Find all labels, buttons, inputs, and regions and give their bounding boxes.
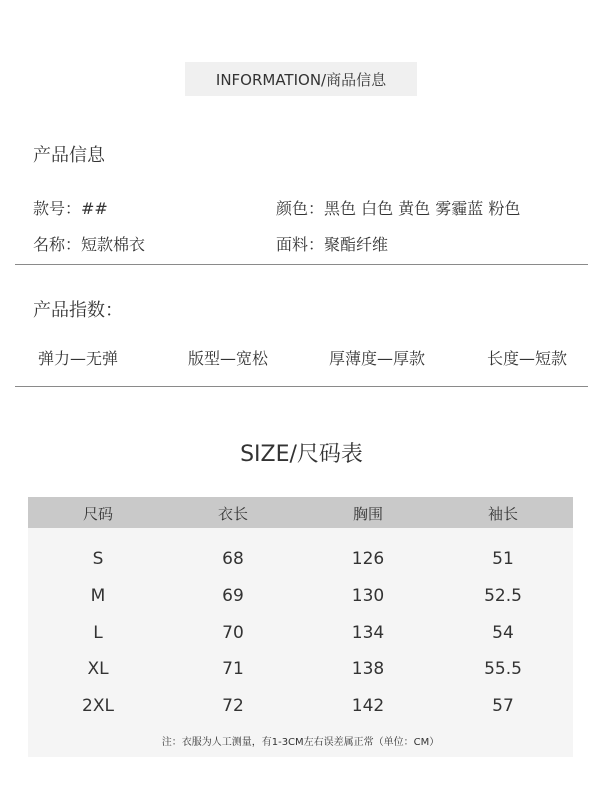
product-index-title: 产品指数： (33, 300, 123, 321)
size-table-header (28, 497, 573, 528)
column-header-chest: 胸围 (352, 505, 383, 523)
column-header-length: 衣长 (217, 505, 248, 523)
colors: 颜色：黑色 白色 黄色 雾霾蓝 粉色 (276, 199, 521, 218)
index-thickness: 厚薄度—厚款 (329, 349, 426, 368)
table-cell: 52.5 (484, 586, 522, 606)
table-cell: 130 (351, 586, 385, 606)
size-chart-title: SIZE/尺码表 (240, 442, 363, 467)
size-table (28, 497, 573, 757)
divider-top (15, 264, 588, 265)
column-header-sleeve: 袖长 (487, 505, 518, 523)
table-cell: 70 (222, 623, 244, 643)
item-number: 款号：## (33, 199, 108, 218)
fabric: 面料：聚酯纤维 (276, 235, 389, 254)
table-cell: 54 (492, 623, 514, 643)
table-cell: 68 (222, 549, 244, 569)
table-cell: 2XL (82, 696, 114, 716)
table-cell: M (90, 586, 106, 606)
table-cell: 138 (351, 659, 385, 679)
table-cell: 51 (492, 549, 514, 569)
table-cell: 57 (492, 696, 514, 716)
table-cell: 69 (222, 586, 244, 606)
table-cell: 71 (222, 659, 244, 679)
index-length: 长度—短款 (487, 349, 568, 368)
table-cell: S (92, 549, 104, 569)
measurement-note: 注：衣服为人工测量，有1-3CM左右误差属正常（单位：CM） (161, 737, 440, 748)
product-index-list (15, 346, 588, 370)
table-cell: 126 (351, 549, 385, 569)
table-cell: XL (87, 659, 109, 679)
table-cell: 142 (351, 696, 385, 716)
table-cell: 134 (351, 623, 385, 643)
divider-bottom (15, 386, 588, 387)
information-badge: INFORMATION/商品信息 (185, 62, 417, 96)
product-name: 名称：短款棉衣 (33, 235, 146, 254)
column-header-size: 尺码 (82, 505, 113, 523)
index-fit: 版型—宽松 (188, 349, 269, 368)
product-info-title: 产品信息 (33, 145, 105, 166)
table-cell: 55.5 (484, 659, 522, 679)
table-cell: L (93, 623, 103, 643)
table-cell: 72 (222, 696, 244, 716)
index-elasticity: 弹力—无弹 (38, 349, 119, 368)
